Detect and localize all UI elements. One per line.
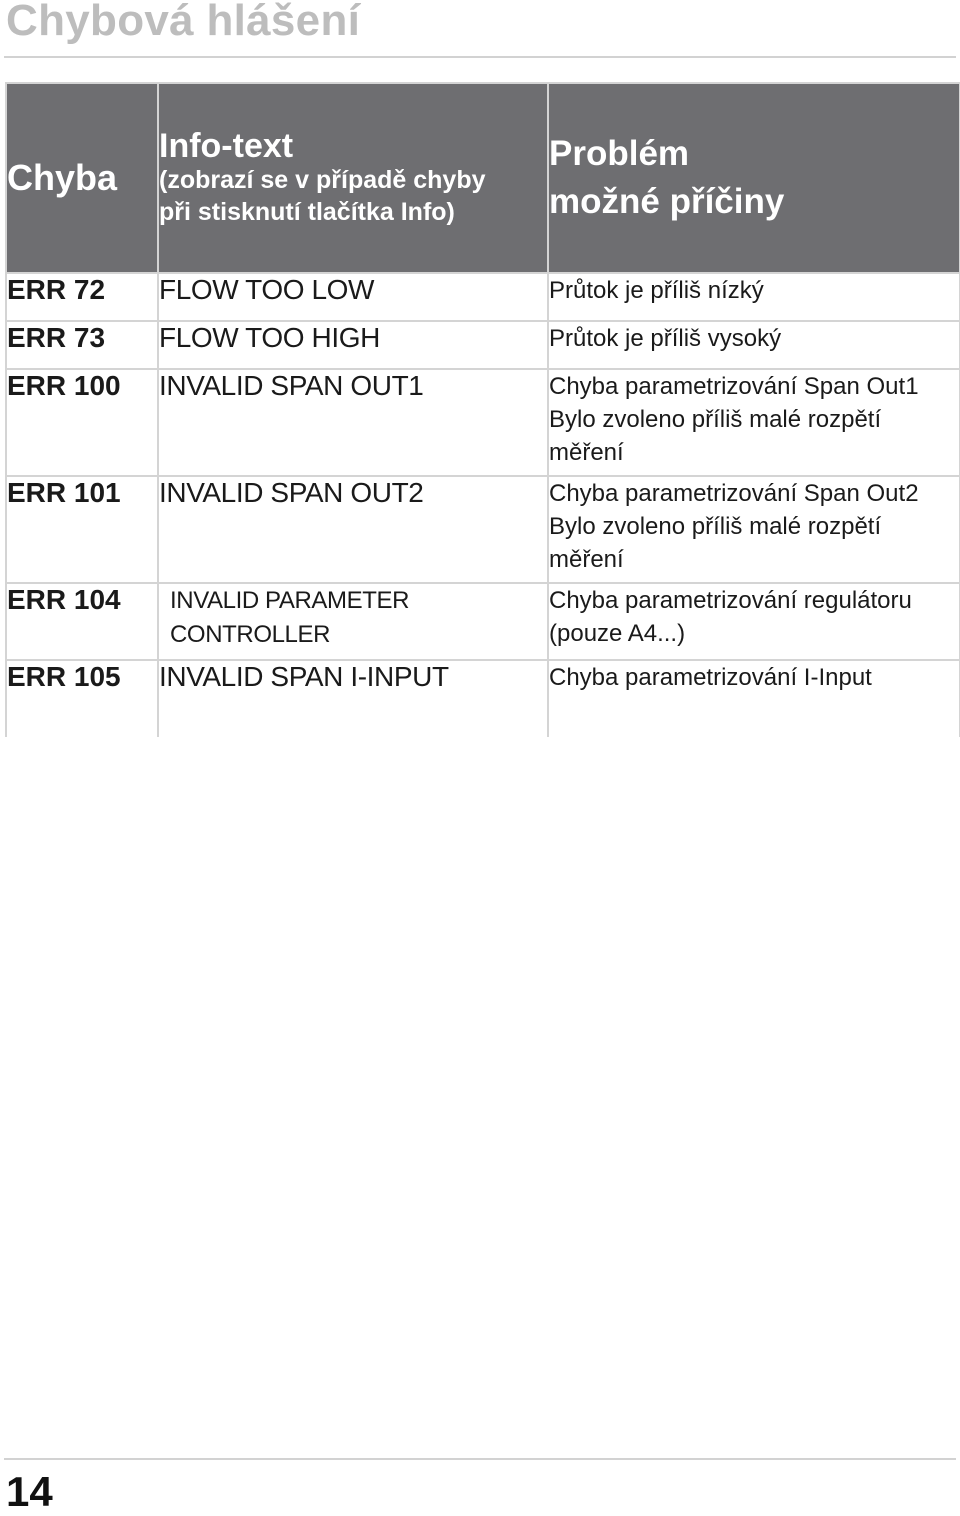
description-line: Průtok je příliš vysoký [549,325,782,352]
table-row [6,476,960,583]
info-text-line: CONTROLLER [170,621,331,648]
info-text: INVALID SPAN OUT2 [158,476,548,583]
description-line: Chyba parametrizování regulátoru [549,587,912,614]
error-code: ERR 100 [6,369,158,476]
error-code: ERR 73 [6,321,158,369]
title-divider [4,56,956,58]
error-code: ERR 72 [6,273,158,321]
problem-description [548,476,960,583]
problem-description [548,369,960,476]
problem-description [548,583,960,660]
description-line: měření [549,546,624,573]
problem-subtitle: možné příčiny [549,182,785,221]
description-line: Chyba parametrizování Span Out1 [549,373,919,400]
info-text-note: (zobrazí se v případě chyby [159,166,486,194]
description-line: Chyba parametrizování Span Out2 [549,480,919,507]
page-number: 14 [6,1468,53,1515]
description-line: Chyba parametrizování I-Input [549,664,872,691]
description-line: měření [549,439,624,466]
table-row [6,273,960,321]
column-header-info-text [158,83,548,273]
table-row [6,321,960,369]
error-code: ERR 105 [6,660,158,737]
footer-divider [4,1458,956,1460]
problem-description [548,273,960,321]
page-title: Chybová hlášení [6,0,361,45]
description-line: Bylo zvoleno příliš malé rozpětí [549,513,882,540]
column-header-problem [548,83,960,273]
info-text-line: INVALID PARAMETER [170,587,410,614]
problem-description [548,321,960,369]
column-header-error: Chyba [6,83,158,273]
error-code: ERR 101 [6,476,158,583]
error-code: ERR 104 [6,583,158,660]
info-text [158,583,548,660]
description-line: Bylo zvoleno příliš malé rozpětí [549,406,882,433]
info-text: INVALID SPAN OUT1 [158,369,548,476]
table-row [6,660,960,737]
info-text-title: Info-text [159,127,294,165]
info-text-note: při stisknutí tlačítka Info) [159,198,455,226]
table-row [6,583,960,660]
info-text: INVALID SPAN I-INPUT [158,660,548,737]
info-text: FLOW TOO LOW [158,273,548,321]
error-table [5,82,960,737]
problem-title: Problém [549,134,690,173]
table-header-row [6,83,960,273]
problem-description [548,660,960,737]
info-text: FLOW TOO HIGH [158,321,548,369]
description-line: (pouze A4...) [549,620,686,647]
table-row [6,369,960,476]
description-line: Průtok je příliš nízký [549,277,764,304]
